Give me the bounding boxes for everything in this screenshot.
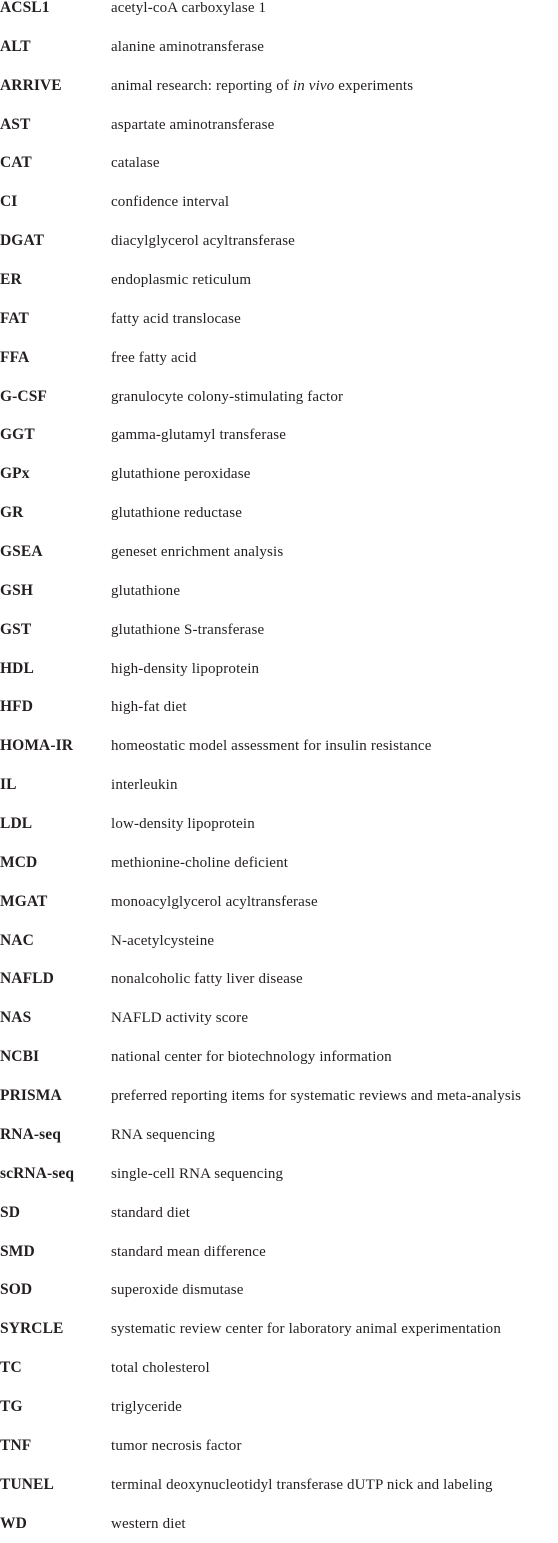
abbreviation-term: GSEA	[0, 543, 43, 561]
abbreviation-term: HDL	[0, 659, 34, 677]
abbreviation-definition: total cholesterol	[111, 1360, 210, 1377]
abbreviation-term: NAFLD	[0, 970, 54, 988]
abbreviation-definition: endoplasmic reticulum	[111, 272, 252, 289]
abbreviation-term: G-CSF	[0, 387, 47, 405]
abbreviation-row	[0, 611, 558, 650]
abbreviation-definition: high-fat diet	[111, 699, 187, 716]
abbreviation-definition: homeostatic model assessment for insulin resistance	[111, 738, 432, 755]
abbreviation-term: TC	[0, 1359, 22, 1377]
abbreviation-definition: single-cell RNA sequencing	[111, 1165, 284, 1182]
abbreviation-term: LDL	[0, 815, 33, 833]
abbreviation-term: TNF	[0, 1436, 32, 1454]
abbreviation-term: NAC	[0, 931, 34, 949]
abbreviation-row	[0, 572, 558, 611]
abbreviation-row	[0, 727, 558, 766]
abbreviation-definition: aspartate aminotransferase	[111, 116, 275, 133]
abbreviation-term: SD	[0, 1203, 21, 1221]
abbreviation-definition: monoacylglycerol acyltransferase	[111, 893, 318, 910]
abbreviation-definition: N-acetylcysteine	[111, 932, 215, 949]
abbreviation-term: PRISMA	[0, 1087, 62, 1105]
abbreviation-definition: interleukin	[111, 777, 178, 794]
abbreviation-term: RNA-seq	[0, 1125, 61, 1143]
abbreviation-row	[0, 416, 558, 455]
abbreviation-definition: glutathione	[111, 582, 181, 599]
abbreviation-definition: methionine-choline deficient	[111, 854, 289, 871]
abbreviation-definition: fatty acid translocase	[111, 310, 241, 327]
abbreviation-definition: nonalcoholic fatty liver disease	[111, 971, 303, 988]
abbreviation-row	[0, 28, 558, 67]
abbreviation-row	[0, 1427, 558, 1466]
abbreviation-row	[0, 183, 558, 222]
abbreviation-term: SOD	[0, 1281, 33, 1299]
abbreviation-row	[0, 999, 558, 1038]
definition-italic-part: in vivo	[292, 77, 335, 94]
abbreviation-row	[0, 67, 558, 106]
abbreviation-definition: alanine aminotransferase	[111, 38, 265, 55]
abbreviation-term: GST	[0, 620, 32, 638]
abbreviation-row	[0, 1155, 558, 1194]
abbreviation-row	[0, 1310, 558, 1349]
abbreviation-definition: gamma-glutamyl transferase	[111, 427, 287, 444]
abbreviation-definition: granulocyte colony-stimulating factor	[111, 388, 344, 405]
abbreviation-row	[0, 1038, 558, 1077]
abbreviation-definition: NAFLD activity score	[111, 1010, 249, 1027]
abbreviation-row	[0, 1077, 558, 1116]
abbreviation-definition: triglyceride	[111, 1398, 182, 1415]
abbreviation-row	[0, 883, 558, 922]
abbreviation-term: GGT	[0, 426, 35, 444]
abbreviation-row	[0, 1116, 558, 1155]
abbreviation-row	[0, 106, 558, 145]
abbreviation-term: HOMA-IR	[0, 737, 74, 755]
abbreviation-term: IL	[0, 776, 17, 794]
abbreviation-definition: low-density lipoprotein	[111, 816, 255, 833]
abbreviation-term: TUNEL	[0, 1475, 54, 1493]
abbreviation-definition: glutathione reductase	[111, 505, 243, 522]
abbreviation-term: NAS	[0, 1009, 32, 1027]
abbreviation-definition: confidence interval	[111, 194, 230, 211]
abbreviation-term: ALT	[0, 37, 31, 55]
abbreviation-definition: acetyl-coA carboxylase 1	[111, 0, 267, 16]
abbreviation-definition: catalase	[111, 155, 160, 172]
abbreviation-term: NCBI	[0, 1048, 40, 1066]
abbreviation-definition: western diet	[111, 1515, 186, 1532]
abbreviation-row	[0, 805, 558, 844]
abbreviation-term: ER	[0, 271, 22, 289]
abbreviation-row	[0, 1271, 558, 1310]
abbreviation-row	[0, 533, 558, 572]
abbreviation-term: GPx	[0, 465, 30, 483]
abbreviation-definition: free fatty acid	[111, 349, 197, 366]
abbreviation-row	[0, 766, 558, 805]
abbreviation-definition: tumor necrosis factor	[111, 1437, 242, 1454]
abbreviation-row	[0, 261, 558, 300]
abbreviation-definition: preferred reporting items for systematic reviews and meta-analysis	[111, 1088, 522, 1105]
abbreviation-term: ACSL1	[0, 0, 50, 16]
abbreviation-row	[0, 844, 558, 883]
abbreviation-row	[0, 922, 558, 961]
abbreviation-row	[0, 650, 558, 689]
abbreviation-term: SYRCLE	[0, 1320, 64, 1338]
abbreviation-row	[0, 1349, 558, 1388]
abbreviation-definition: national center for biotechnology information	[111, 1049, 392, 1066]
abbreviation-term: FAT	[0, 309, 29, 327]
abbreviation-row	[0, 144, 558, 183]
abbreviation-term: scRNA-seq	[0, 1164, 75, 1182]
abbreviation-term: SMD	[0, 1242, 35, 1260]
abbreviation-row	[0, 688, 558, 727]
abbreviation-row	[0, 1388, 558, 1427]
abbreviation-definition: systematic review center for laboratory animal experimentation	[111, 1321, 501, 1338]
abbreviation-row	[0, 0, 558, 28]
abbreviation-definition: geneset enrichment analysis	[111, 544, 284, 561]
abbreviation-definition: high-density lipoprotein	[111, 660, 260, 677]
abbreviation-row	[0, 1194, 558, 1233]
abbreviation-row	[0, 960, 558, 999]
abbreviation-row	[0, 494, 558, 533]
abbreviation-term: MCD	[0, 853, 38, 871]
abbreviation-row	[0, 339, 558, 378]
abbreviation-term: CAT	[0, 154, 32, 172]
abbreviation-definition: RNA sequencing	[111, 1126, 216, 1143]
abbreviation-term: FFA	[0, 348, 30, 366]
abbreviation-row	[0, 1505, 558, 1543]
abbreviation-row	[0, 222, 558, 261]
definition-part: animal research: reporting of	[111, 77, 293, 94]
abbreviation-row	[0, 1233, 558, 1272]
abbreviation-definition: diacylglycerol acyltransferase	[111, 233, 295, 250]
abbreviation-row	[0, 455, 558, 494]
abbreviation-row	[0, 378, 558, 417]
abbreviation-term: AST	[0, 115, 31, 133]
abbreviation-definition: terminal deoxynucleotidyl transferase dUTP nick and labeling	[111, 1476, 493, 1493]
abbreviation-term: HFD	[0, 698, 34, 716]
abbreviation-term: TG	[0, 1397, 23, 1415]
abbreviation-term: GSH	[0, 581, 34, 599]
abbreviation-definition: glutathione peroxidase	[111, 466, 251, 483]
abbreviation-definition: standard mean difference	[111, 1243, 266, 1260]
abbreviation-term: CI	[0, 193, 18, 211]
abbreviation-term: WD	[0, 1514, 27, 1532]
abbreviation-definition: glutathione S-transferase	[111, 621, 265, 638]
abbreviation-term: DGAT	[0, 232, 45, 250]
abbreviation-term: ARRIVE	[0, 76, 62, 94]
abbreviation-definition: standard diet	[111, 1204, 191, 1221]
abbreviation-row	[0, 300, 558, 339]
abbreviation-term: MGAT	[0, 892, 48, 910]
abbreviation-definition	[111, 67, 413, 106]
abbreviation-term: GR	[0, 504, 24, 522]
definition-part: experiments	[334, 77, 414, 94]
abbreviation-definition: superoxide dismutase	[111, 1282, 244, 1299]
abbreviation-row	[0, 1466, 558, 1505]
